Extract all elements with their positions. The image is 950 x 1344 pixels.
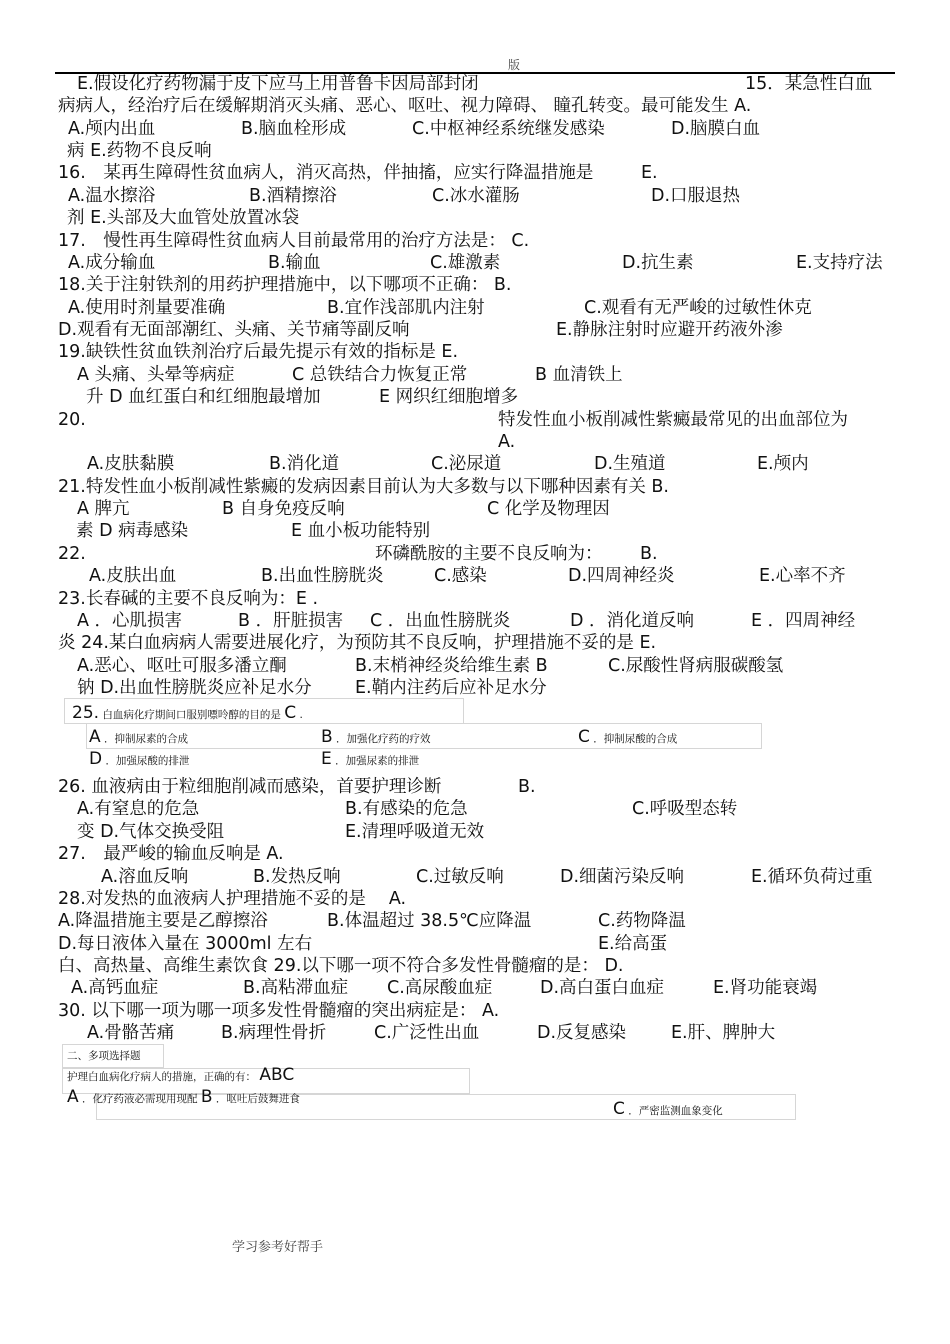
question-18-stem: 18.关于注射铁剂的用药护理措施中，以下哪项不正确： B. [58, 275, 512, 295]
question-20-answer: A. [498, 432, 516, 452]
option-a: A.颅内出血 [68, 119, 156, 139]
question-16-stem: 16. 某再生障碍性贫血病人，消灭高热，伴抽搐，应实行降温措施是 [58, 163, 594, 183]
question-16-answer: E. [641, 163, 658, 183]
option-c: C.过敏反响 [416, 867, 504, 887]
option-d: D.生殖道 [594, 454, 666, 474]
question-17-stem: 17. 慢性再生障碍性贫血病人目前最常用的治疗方法是： C. [58, 231, 530, 251]
option-line: 素 D 病毒感染 [76, 521, 189, 541]
option-d: D.脑膜白血 [671, 119, 761, 139]
option-b-letter: B [321, 727, 333, 747]
question-15-start: 15．某急性白血 [745, 74, 873, 94]
option-c: C.呼吸型态转 [632, 799, 738, 819]
option-a: A.溶血反响 [101, 867, 189, 887]
option-e: E.清理呼吸道无效 [345, 822, 485, 842]
option-b: B.消化道 [269, 454, 340, 474]
question-20-number: 20. [58, 410, 86, 430]
option-e: E.循环负荷过重 [751, 867, 873, 887]
option-e-letter: E [321, 749, 332, 769]
question-27-stem: 27. 最严峻的输血反响是 A. [58, 844, 284, 864]
option-b: B 自身免疫反响 [222, 499, 345, 519]
option-c: C.广泛性出血 [374, 1023, 480, 1043]
option-d: D.口服退热 [651, 186, 741, 206]
question-25-stem: 白血病化疗期间口服别嘌呤醇的目的是 [102, 709, 281, 721]
option-e: E.颅内 [757, 454, 809, 474]
option-line: 钠 D.出血性膀胱炎应补足水分 [77, 678, 312, 698]
option-c: C.观看有无严峻的过敏性休克 [584, 298, 812, 318]
question-22-answer: B. [640, 544, 658, 564]
option-c: C.泌尿道 [431, 454, 502, 474]
option-b: ．呕吐后鼓舞进食 [215, 1093, 300, 1105]
option-line: E.假设化疗药物漏于皮下应马上用普鲁卡因局部封闭 [77, 74, 479, 94]
option-b: B.病理性骨折 [221, 1023, 327, 1043]
option-e: E.给高蛋 [598, 934, 668, 954]
option-d: ．加强尿酸的排泄 [105, 755, 190, 767]
option-a: ．化疗药液必需现用现配 [81, 1093, 198, 1105]
option-b: B.高粘滞血症 [243, 978, 349, 998]
option-d: D.四周神经炎 [568, 566, 675, 586]
option-b: B.宜作浅部肌内注射 [327, 298, 485, 318]
option-line: 剂 E.头部及大血管处放置冰袋 [67, 208, 300, 228]
option-c: C 总铁结合力恢复正常 [292, 365, 468, 385]
section2-title: 二、多项选择题 [67, 1050, 141, 1062]
option-d: D ．消化道反响 [570, 611, 695, 631]
question-23-stem: 23.长春碱的主要不良反响为：E . [58, 589, 319, 609]
question-15-stem: 病病人，经治疗后在缓解期消灭头痛、恶心、呕吐、视力障碍、 瞳孔转变。最可能发生 A. [58, 96, 752, 116]
question-26-stem: 26. 血液病由于粒细胞削减而感染，首要护理诊断 [58, 777, 442, 797]
option-e: E.肾功能衰竭 [713, 978, 818, 998]
option-e: E ．四周神经 [751, 611, 856, 631]
section2-stem: 护理白血病化疗病人的措施，正确的有： [67, 1071, 256, 1083]
option-b: B.出血性膀胱炎 [261, 566, 384, 586]
option-d: D.反复感染 [537, 1023, 627, 1043]
option-c: C.中枢神经系统继发感染 [412, 119, 605, 139]
question-25-number: 25. [72, 703, 100, 723]
question-24-stem: 炎 24.某白血病病人需要进展化疗，为预防其不良反响，护理措施不妥的是 E. [58, 633, 657, 653]
option-line: 病 E.药物不良反响 [67, 141, 212, 161]
option-b: ．加强化疗药的疗效 [336, 733, 431, 745]
option-c: C.雄激素 [430, 253, 501, 273]
question-19-stem: 19.缺铁性贫血铁剂治疗后最先提示有效的指标是 E. [58, 342, 459, 362]
option-c-letter: C [578, 727, 590, 747]
option-c: C.尿酸性肾病服碳酸氢 [608, 656, 784, 676]
option-b: B ．肝脏损害 [238, 611, 344, 631]
option-e: E.鞘内注药后应补足水分 [355, 678, 547, 698]
option-b: B.末梢神经炎给维生素 B [355, 656, 548, 676]
option-a: A.成分输血 [68, 253, 156, 273]
option-a: A.降温措施主要是乙醇擦浴 [58, 911, 268, 931]
option-a: ．抑制尿素的合成 [103, 733, 188, 745]
option-a: A ．心肌损害 [77, 611, 183, 631]
option-d: D.观看有无面部潮红、头痛、关节痛等副反响 [58, 320, 410, 340]
option-a: A.皮肤出血 [89, 566, 177, 586]
option-b: B.输血 [268, 253, 321, 273]
option-a-letter: A [89, 727, 101, 747]
section2-answer: ABC [259, 1065, 295, 1085]
option-a: A 脾亢 [77, 499, 130, 519]
page-header: 版 [508, 58, 521, 72]
option-c-letter: C [613, 1099, 625, 1119]
option-a: A.皮肤黏膜 [87, 454, 175, 474]
option-b: B.酒精擦浴 [249, 186, 337, 206]
option-c: C.药物降温 [598, 911, 686, 931]
option-a: A.有窒息的危急 [77, 799, 200, 819]
option-a: A.高钙血症 [71, 978, 159, 998]
option-b-letter: B [200, 1087, 213, 1107]
page-footer: 学习参考好帮手 [232, 1240, 324, 1255]
option-a: A.恶心、呕吐可服多潘立酮 [77, 656, 287, 676]
option-e: ．加强尿素的排泄 [335, 755, 420, 767]
question-22-stem: 环磷酰胺的主要不良反响为： [375, 544, 603, 564]
question-25-answer: C [284, 703, 297, 723]
option-b: B.有感染的危急 [345, 799, 468, 819]
option-d: D.抗生素 [622, 253, 694, 273]
option-c: C.感染 [434, 566, 487, 586]
option-d-letter: D [89, 749, 103, 769]
option-d: D.每日液体入量在 3000ml 左右 [58, 934, 313, 954]
option-b: B.体温超过 38.5℃应降温 [327, 911, 532, 931]
option-b: B 血清铁上 [535, 365, 623, 385]
question-25-dot: . [299, 709, 303, 721]
option-e: E.支持疗法 [796, 253, 883, 273]
option-b: B.发热反响 [253, 867, 341, 887]
option-d: D.细菌污染反响 [560, 867, 685, 887]
option-a: A.温水擦浴 [68, 186, 156, 206]
option-b: B.脑血栓形成 [241, 119, 347, 139]
option-c: C 化学及物理因 [487, 499, 610, 519]
option-c: ．严密监测血象变化 [628, 1105, 723, 1117]
option-c: ．抑制尿酸的合成 [593, 733, 678, 745]
option-c: C.高尿酸血症 [387, 978, 493, 998]
option-e: E 网织红细胞增多 [379, 387, 519, 407]
question-22-number: 22. [58, 544, 86, 564]
question-26-answer: B. [518, 777, 536, 797]
option-e: E.心率不齐 [759, 566, 846, 586]
option-e: E.肝、脾肿大 [671, 1023, 776, 1043]
option-c: C.冰水灌肠 [432, 186, 520, 206]
option-a-letter: A [67, 1087, 79, 1107]
question-29-stem: 白、高热量、高维生素饮食 29.以下哪一项不符合多发性骨髓瘤的是： D. [58, 956, 624, 976]
option-c: C ．出血性膀胱炎 [370, 611, 511, 631]
option-e: E.静脉注射时应避开药液外渗 [556, 320, 783, 340]
option-a: A.使用时剂量要准确 [68, 298, 226, 318]
option-e: E 血小板功能特别 [291, 521, 431, 541]
option-line: 升 D 血红蛋白和红细胞最增加 [86, 387, 321, 407]
question-30-stem: 30. 以下哪一项为哪一项多发性骨髓瘤的突出病症是： A. [58, 1001, 500, 1021]
question-21-stem: 21.特发性血小板削减性紫癜的发病因素目前认为大多数与以下哪种因素有关 B. [58, 477, 669, 497]
option-d: D.高白蛋白血症 [540, 978, 665, 998]
option-line: 变 D.气体交换受阻 [77, 822, 225, 842]
question-28-stem: 28.对发热的血液病人护理措施不妥的是 A. [58, 889, 407, 909]
option-a: A.骨骼苦痛 [87, 1023, 175, 1043]
option-a: A 头痛、头晕等病症 [77, 365, 235, 385]
question-20-stem: 特发性血小板削减性紫癜最常见的出血部位为 [498, 410, 848, 430]
